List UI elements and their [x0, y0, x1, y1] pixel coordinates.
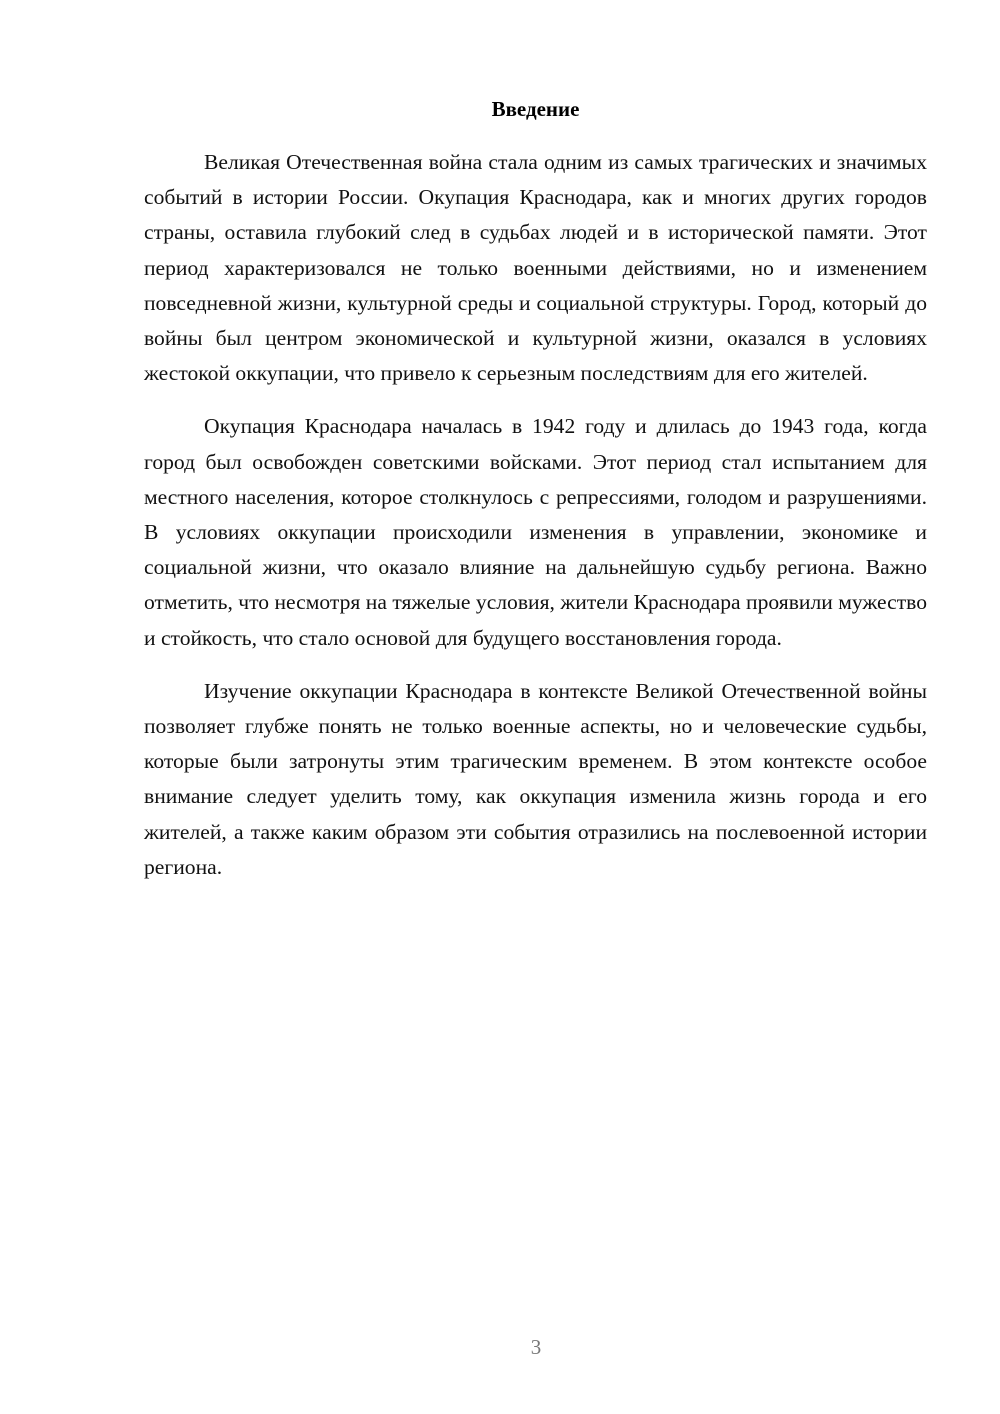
page-number: 3 [530, 1335, 542, 1359]
section-title: Введение [491, 97, 580, 121]
page-content [144, 94, 927, 885]
paragraph-3: Изучение оккупации Краснодара в контексте Великой Отечественной войны позволяет глубже понять не только военные аспекты, но и человеческие судьбы, которые были затронуты этим трагическим временем. В этом контексте особое внимание следует уделить тому, как оккупация изменила жизнь города и его жителей, а также каким образом эти события отразились на послевоенной истории региона. [144, 678, 927, 879]
paragraph-1: Великая Отечественная война стала одним из самых трагических и значимых событий в истории России. Окупация Краснодара, как и многих других городов страны, оставила глубокий след в судьбах людей и в исторической памяти. Этот период характеризовался не только военными действиями, но и изменением повседневной жизни, культурной среды и социальной структуры. Город, который до войны был центром экономической и культурной жизни, оказался в условиях жестокой оккупации, что привело к серьезным последствиям для его жителей. [144, 150, 927, 386]
paragraph-2: Окупация Краснодара началась в 1942 году и длилась до 1943 года, когда город был освобожден советскими войсками. Этот период стал испытанием для местного населения, которое столкнулось с репрессиями, голодом и разрушениями. В условиях оккупации происходили изменения в управлении, экономике и социальной жизни, что оказало влияние на дальнейшую судьбу региона. Важно отметить, что несмотря на тяжелые условия, жители Краснодара проявили мужество и стойкость, что стало основой для будущего восстановления города. [144, 414, 927, 650]
